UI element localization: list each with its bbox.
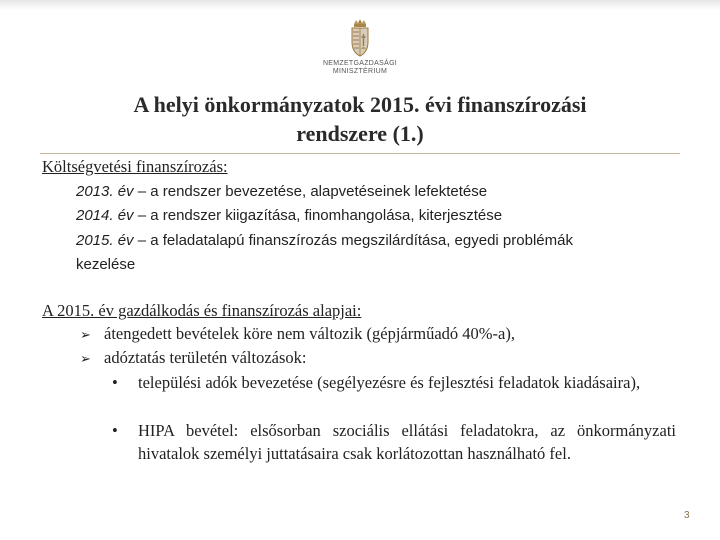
arrow-bullet-icon: ➢ <box>80 352 91 367</box>
title-line-1: A helyi önkormányzatok 2015. évi finanszírozási <box>133 92 587 117</box>
ministry-logo <box>318 18 402 82</box>
bullet-item-text: HIPA bevétel: elsősorban szociális ellátási feladatokra, az önkormányzati hivatalok személyi juttatásaira csak korlátozottan használható fel. <box>138 421 676 463</box>
bullet-item <box>112 372 676 395</box>
bullet-item <box>112 420 676 465</box>
arrow-bullet-icon: ➢ <box>80 328 91 343</box>
budget-item-text: – a feladatalapú finanszírozás megszilárdítása, egyedi problémák <box>133 232 573 249</box>
budget-item-year: 2014. év <box>76 207 134 224</box>
arrow-item-text: átengedett bevételek köre nem változik (gépjárműadó 40%-a), <box>104 324 515 343</box>
budget-item-text: – a rendszer bevezetése, alapvetéseinek lefektetése <box>133 183 488 200</box>
coat-of-arms-icon <box>345 18 375 58</box>
budget-item-2013 <box>76 180 696 203</box>
bullet-item-text: települési adók bevezetése (segélyezésre és fejlesztési feladatok kiadásaira), <box>138 373 641 392</box>
budget-item-2015 <box>76 229 696 252</box>
ministry-name: NEMZETGAZDASÁGI MINISZTÉRIUM <box>322 60 398 75</box>
title-divider <box>40 153 680 154</box>
arrow-item <box>80 323 680 347</box>
arrow-item <box>80 347 680 371</box>
basis-heading: A 2015. év gazdálkodás és finanszírozás alapjai: <box>42 301 362 320</box>
slide-title <box>40 90 680 148</box>
top-shadow <box>0 0 720 10</box>
arrow-item-text: adóztatás területén változások: <box>104 348 307 367</box>
budget-item-2014 <box>76 204 696 227</box>
page-number: 3 <box>684 510 690 521</box>
bullet-dot-icon: • <box>112 421 118 440</box>
title-line-2: rendszere (1.) <box>296 121 424 146</box>
budget-item-text: – a rendszer kiigazítása, finomhangolása, kiterjesztése <box>133 207 503 224</box>
bullet-dot-icon: • <box>112 373 118 392</box>
budget-heading: Költségvetési finanszírozás: <box>42 157 228 176</box>
budget-item-continuation: kezelése <box>76 256 136 273</box>
budget-item-year: 2015. év <box>76 232 134 249</box>
budget-item-year: 2013. év <box>76 183 134 200</box>
